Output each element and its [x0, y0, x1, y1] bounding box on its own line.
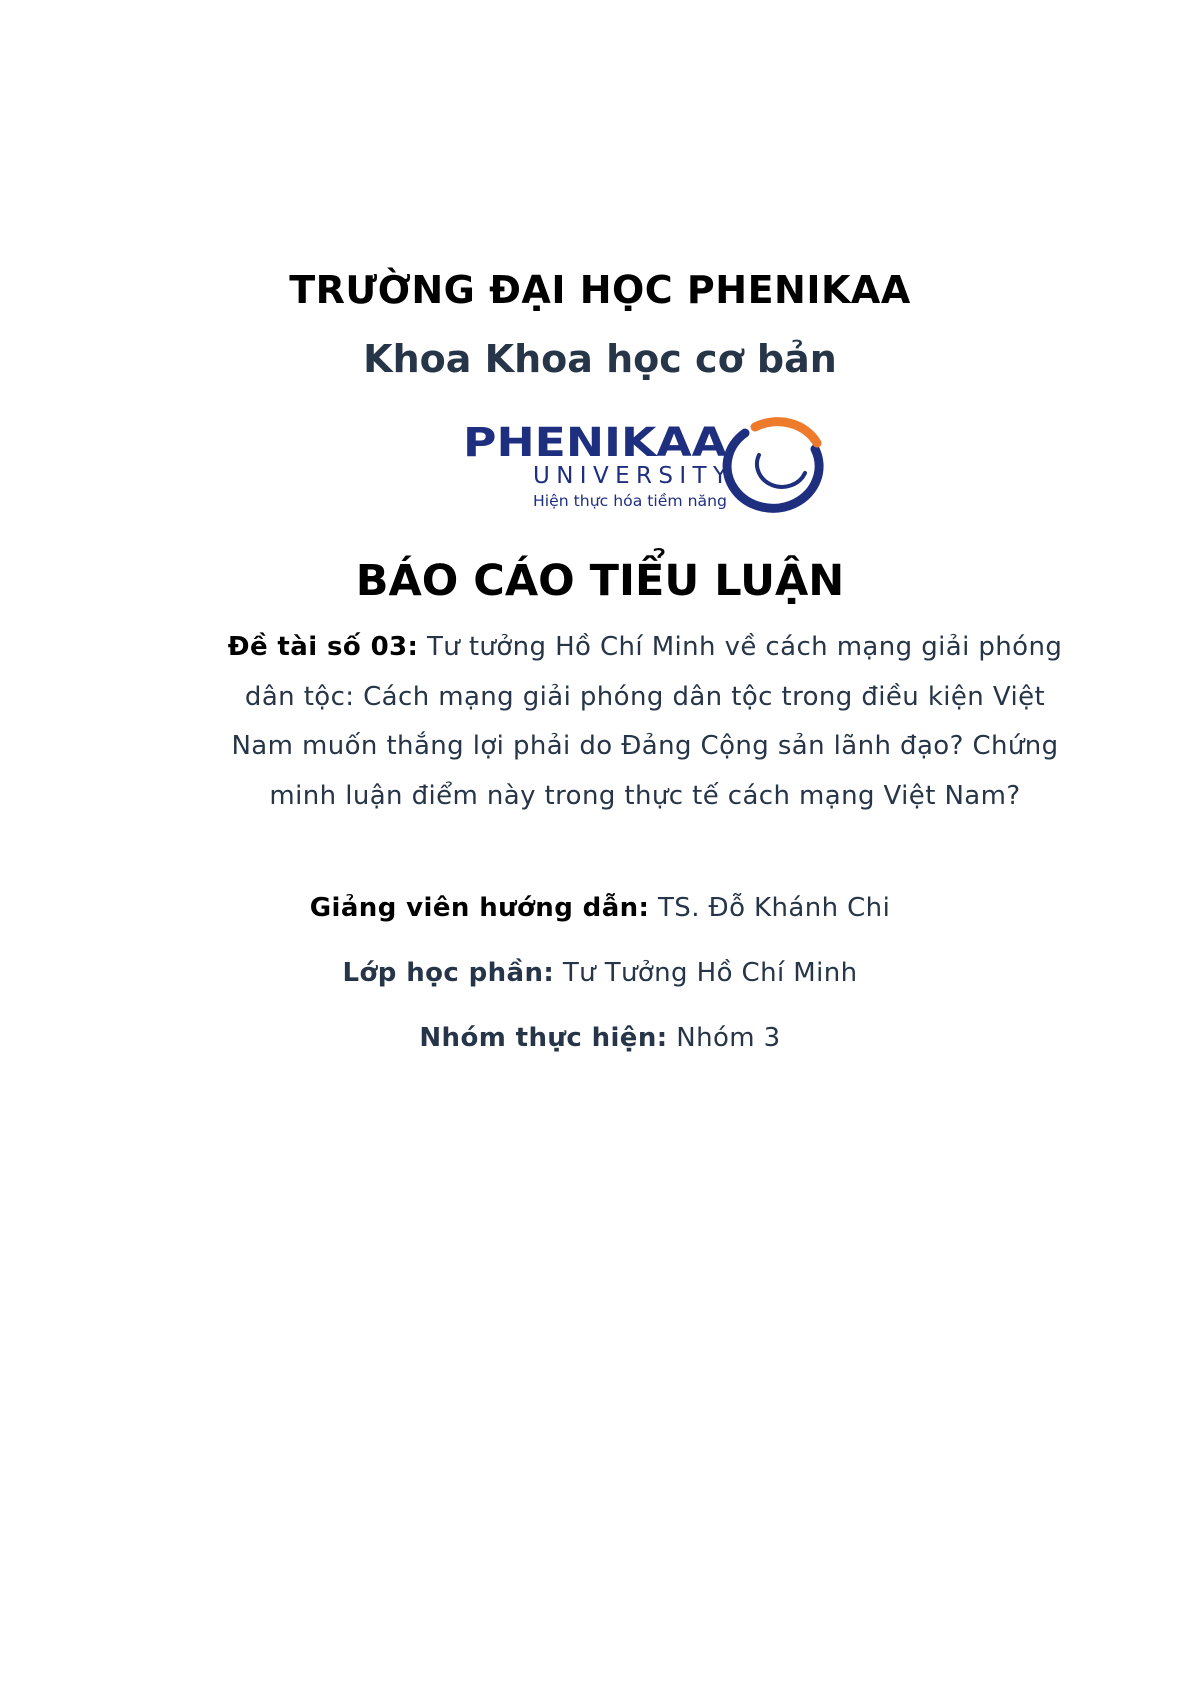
- group-value: Nhóm 3: [676, 1023, 781, 1053]
- lecturer-label: Giảng viên hướng dẫn:: [309, 893, 650, 923]
- logo-university: UNIVERSITY: [533, 463, 727, 489]
- lecturer-line: [0, 893, 1200, 923]
- report-topic: [220, 623, 1070, 821]
- logo-ring-orange: [755, 422, 817, 443]
- topic-label: Đề tài số 03:: [227, 632, 419, 662]
- logo-ring-blue-inner: [757, 455, 805, 487]
- lecturer-value: TS. Đỗ Khánh Chi: [658, 893, 891, 923]
- faculty-name: Khoa Khoa học cơ bản: [363, 337, 837, 381]
- logo-ring-blue: [727, 433, 819, 508]
- university-name: TRƯỜNG ĐẠI HỌC PHENIKAA: [289, 268, 911, 312]
- course-value: Tư Tưởng Hồ Chí Minh: [562, 958, 858, 988]
- phenikaa-logo: [463, 415, 833, 515]
- topic-text: Tư tưởng Hồ Chí Minh về cách mạng giải phóng dân tộc: Cách mạng giải phóng dân tộc trong điều kiện Việt Nam muốn thắng lợi phải do Đảng Cộng sản lãnh đạo? Chứng minh luận điểm này trong thực tế cách mạng Việt Nam?: [231, 632, 1063, 811]
- course-line: [0, 958, 1200, 988]
- course-label: Lớp học phần:: [342, 958, 555, 988]
- group-label: Nhóm thực hiện:: [419, 1023, 668, 1053]
- group-line: [0, 1023, 1200, 1053]
- report-title: BÁO CÁO TIỂU LUẬN: [355, 556, 845, 606]
- logo-wordmark: PHENIKAA: [463, 420, 728, 466]
- logo-slogan: Hiện thực hóa tiềm năng: [533, 492, 727, 510]
- logo-ring-icon: [727, 422, 819, 509]
